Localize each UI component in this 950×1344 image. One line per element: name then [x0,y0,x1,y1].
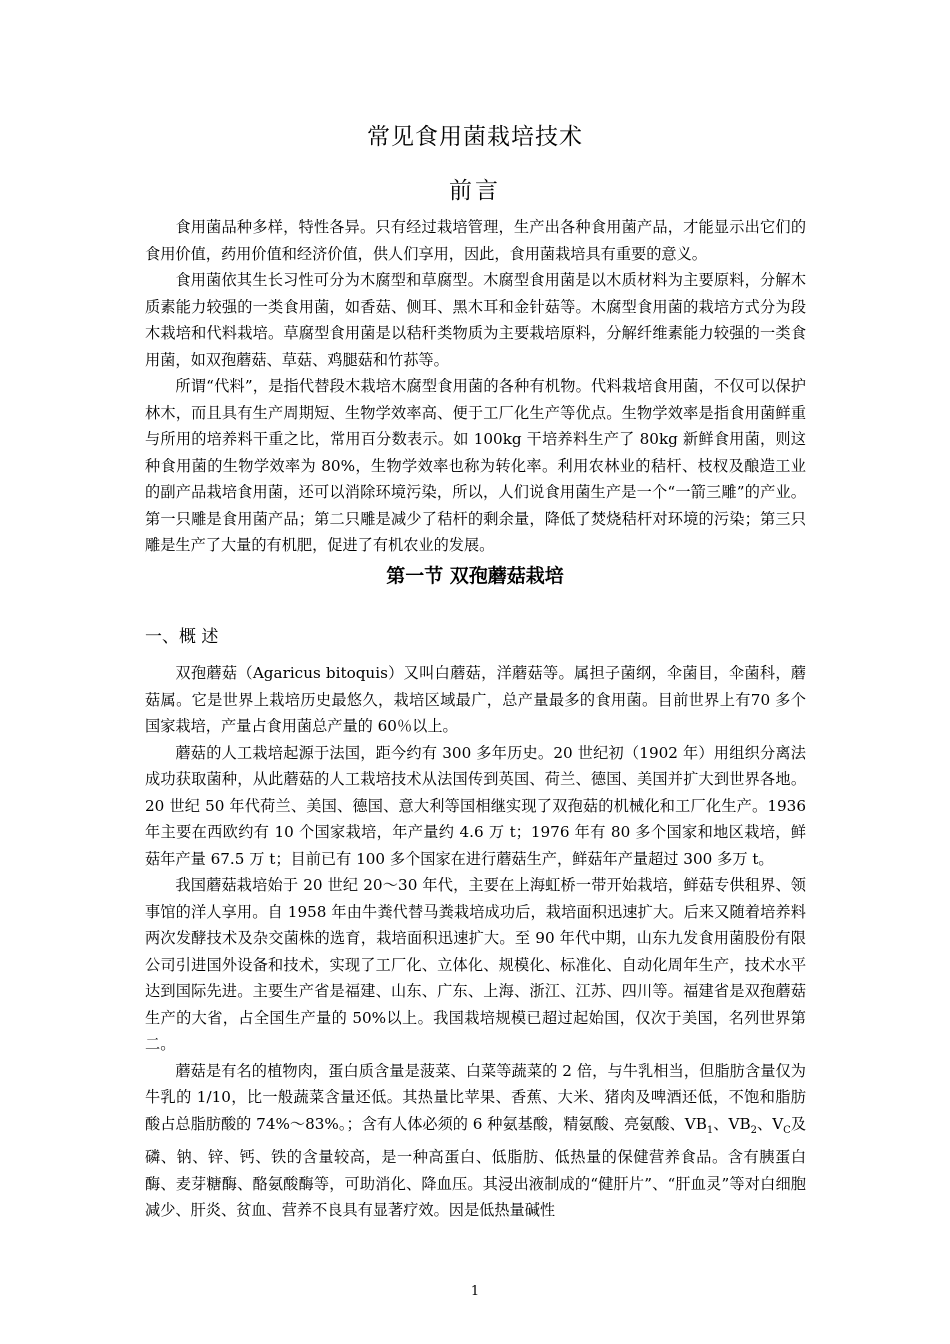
preface-heading: 前言 [449,178,501,204]
paragraph: 蘑菇的人工栽培起源于法国，距今约有 300 多年历史。20 世纪初（1902 年）用组织分离法成功获取菌种，从此蘑菇的人工栽培技术从法国传到英国、荷兰、德国、美国并扩大到世界各地。20 世纪 50 年代荷兰、美国、德国、意大利等国相继实现了双孢菇的机械化和工厂化生产。1936 年主要在西欧约有 10 个国家栽培，年产量约 4.6 万 t；1976 年有 80 多个国家和地区栽培，鲜菇年产量 67.5 万 t；目前已有 100 多个国家在进行蘑菇生产，鲜菇年产量超过 300 多万 t。 [145,743,806,868]
text-run: 及磷、钠、锌、钙、铁的含量较高，是一种高蛋白、低脂肪、低热量的保健营养食品。含有胰蛋白酶、麦芽糖酶、酪氨酸酶等，可助消化、降血压。其浸出液制成的“健肝片”、“肝血灵”等对白细胞减少、肝炎、贫血、营养不良具有显著疗效。因是低热量碱性 [145,1114,807,1220]
text-run: V [772,1114,784,1133]
paragraph: 我国蘑菇栽培始于 20 世纪 20～30 年代，主要在上海虹桥一带开始栽培，鲜菇专供租界、领事馆的洋人享用。自 1958 年由牛粪代替马粪栽培成功后，栽培面积迅速扩大。后来又随着培养料两次发酵技术及杂交菌株的选育，栽培面积迅速扩大。至 90 年代中期，山东九发食用菌股份有限公司引进国外设备和技术，实现了工厂化、立体化、规模化、标准化、自动化周年生产，技术水平达到国际先进。主要生产省是福建、山东、广东、上海、浙江、江苏、四川等。福建省是双孢蘑菇生产的大省，占全国生产量的 50%以上。我国栽培规模已超过起始国，仅次于美国，名列世界第二。 [145,876,806,1053]
subscript: C [783,1124,791,1136]
subscript: 1 [706,1124,714,1136]
text-run: 、 [713,1114,729,1133]
section-title: 第一节 双孢蘑菇栽培 [386,565,564,587]
paragraph: 食用菌品种多样，特性各异。只有经过栽培管理，生产出各种食用菌产品，才能显示出它们的食用价值，药用价值和经济价值，供人们享用，因此，食用菌栽培具有重要的意义。 [145,218,806,263]
document-title: 常见食用菌栽培技术 [367,124,583,150]
text-run: 蘑菇是有名的植物肉，蛋白质含量是菠菜、白菜等蔬菜的 2 倍，与牛乳相当，但脂肪含量仅为牛乳的 1/10，比一般蔬菜含量还低。其热量比苹果、香蕉、大米、猪肉及啤酒还低，不饱和脂肪酸占总脂肪酸的 74%～83%。；含有人体必须的 6 种氨基酸，精氨酸、亮氨酸、 [145,1061,806,1133]
paragraph: 所谓“代料”，是指代替段木栽培木腐型食用菌的各种有机物。代料栽培食用菌，不仅可以保护林木，而且具有生产周期短、生物学效率高、便于工厂化生产等优点。生物学效率是指食用菌鲜重与所用的培养料干重之比，常用百分数表示。如 100kg 干培养料生产了 80kg 新鲜食用菌，则这种食用菌的生物学效率为 80%，生物学效率也称为转化率。利用农林业的秸杆、枝杈及酿造工业的副产品栽培食用菌，还可以消除环境污染，所以，人们说食用菌生产是一个“一箭三雕”的产业。第一只雕是食用菌产品；第二只雕是减少了秸杆的剩余量，降低了焚烧秸杆对环境的污染；第三只雕是生产了大量的有机肥，促进了有机农业的发展。 [145,377,806,554]
text-run: VB [684,1114,707,1133]
paragraph: 食用菌依其生长习性可分为木腐型和草腐型。木腐型食用菌是以木质材料为主要原料，分解木质素能力较强的一类食用菌，如香菇、侧耳、黑木耳和金针菇等。木腐型食用菌的栽培方式分为段木栽培和代料栽培。草腐型食用菌是以秸秆类物质为主要栽培原料，分解纤维素能力较强的一类食用菌，如双孢蘑菇、草菇、鸡腿菇和竹荪等。 [145,271,806,369]
subscript: 2 [750,1124,757,1136]
preface-body [145,214,806,559]
text-run: VB [728,1114,751,1133]
paragraph: 双孢蘑菇（Agaricus bitoquis）又叫白蘑菇，洋蘑菇等。属担子菌纲，伞菌目，伞菌科，蘑菇属。它是世界上栽培历史最悠久，栽培区域最广，总产量最多的食用菌。目前世界上有70 多个国家栽培，产量占食用菌总产量的 60％以上。 [145,664,806,735]
subsection-heading: 一、概 述 [145,627,219,647]
page-number: 1 [470,1284,480,1299]
paragraph [145,1058,806,1224]
text-run: 、 [757,1114,773,1133]
section-body [145,660,806,1224]
